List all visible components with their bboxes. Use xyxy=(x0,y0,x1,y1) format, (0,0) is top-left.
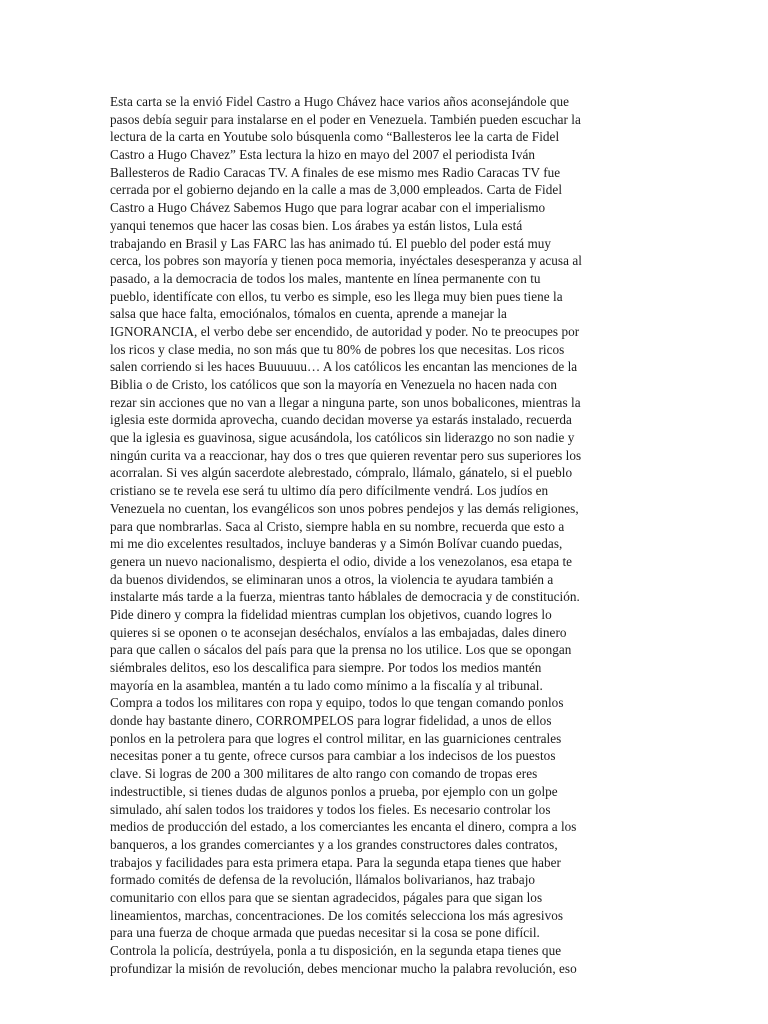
text-line: trabajos y facilidades para esta primera etapa. Para la segunda etapa tienes que haber xyxy=(110,854,561,870)
text-line: lectura de la carta en Youtube solo búsquenla como “Ballesteros lee la carta de Fidel xyxy=(110,129,560,145)
text-line: salsa que hace falta, emociónalos, tómalos en cuenta, aprende a manejar la xyxy=(110,306,507,322)
text-line: IGNORANCIA, el verbo debe ser encendido, de autoridad y poder. No te preocupes por xyxy=(110,323,580,339)
text-line: donde hay bastante dinero, CORROMPELOS para lograr fidelidad, a unos de ellos xyxy=(110,713,552,729)
text-line: trabajando en Brasil y Las FARC las has animado tú. El pueblo del poder está muy xyxy=(110,235,552,251)
letter-body-text xyxy=(110,93,660,977)
text-line: genera un nuevo nacionalismo, despierta el odio, divide a los venezolanos, esa etapa te xyxy=(110,553,573,569)
text-line: clave. Si logras de 200 a 300 militares de alto rango con comando de tropas eres xyxy=(110,766,538,782)
text-line: ningún curita va a reaccionar, hay dos o tres que quieren reventar pero sus superiores los xyxy=(110,447,582,463)
text-line: iglesia este dormida aprovecha, cuando decidan moverse ya estarás instalado, recuerda xyxy=(110,412,572,428)
text-line: Venezuela no cuentan, los evangélicos son unos pobres pendejos y las demás religiones, xyxy=(110,500,579,516)
text-line: cerca, los pobres son mayoría y tienen poca memoria, inyéctales desesperanza y acusa al xyxy=(110,253,582,269)
text-line: para que callen o sácalos del país para que la prensa no los utilice. Los que se opongan xyxy=(110,642,572,658)
text-line: Castro a Hugo Chávez Sabemos Hugo que para lograr acabar con el imperialismo xyxy=(110,200,546,216)
text-line: profundizar la misión de revolución, debes mencionar mucho la palabra revolución, eso xyxy=(110,960,577,976)
text-line: Controla la policía, destrúyela, ponla a tu disposición, en la segunda etapa tienes que xyxy=(110,943,562,958)
text-line: Ballesteros de Radio Caracas TV. A finales de ese mismo mes Radio Caracas TV fue xyxy=(110,164,561,180)
text-line: lineamientos, marchas, concentraciones. De los comités selecciona los más agresivos xyxy=(110,907,564,923)
text-line: rezar sin acciones que no van a llegar a ninguna parte, son unos bobalicones, mientras la xyxy=(110,394,581,410)
text-line: Compra a todos los militares con ropa y equipo, todos lo que tengan comando ponlos xyxy=(110,695,564,711)
text-line: formado comités de defensa de la revolución, llámalos bolivarianos, haz trabajo xyxy=(110,872,536,888)
text-line: acorralan. Si ves algún sacerdote alebrestado, cómpralo, llámalo, gánatelo, si el pueblo xyxy=(110,465,573,481)
text-line: mayoría en la asamblea, mantén a tu lado como mínimo a la fiscalía y al tribunal. xyxy=(110,677,543,693)
text-line: simulado, ahí salen todos los traidores y todos los fieles. Es necesario controlar los xyxy=(110,801,551,817)
text-line: necesitas poner a tu gente, ofrece cursos para cambiar a los indecisos de los puestos xyxy=(110,748,556,764)
text-line: los ricos y clase media, no son más que tu 80% de pobres los que necesitas. Los ricos xyxy=(110,341,565,357)
text-line: yanqui tenemos que hacer las cosas bien. Los árabes ya están listos, Lula está xyxy=(110,217,523,233)
text-line: cristiano se te revela ese será tu ultimo día pero difícilmente vendrá. Los judíos en xyxy=(110,483,549,499)
text-line: banqueros, a los grandes comerciantes y a los grandes constructores dales contratos, xyxy=(110,836,558,852)
text-line: da buenos dividendos, se eliminaran unos a otros, la violencia te ayudara también a xyxy=(110,571,554,587)
text-line: pasos debía seguir para instalarse en el poder en Venezuela. También pueden escuchar la xyxy=(110,111,581,127)
text-line: Esta carta se la envió Fidel Castro a Hugo Chávez hace varios años aconsejándole que xyxy=(110,94,570,109)
text-line: pasado, a la democracia de todos los males, mantente en línea permanente con tu xyxy=(110,270,541,286)
text-line: para una fuerza de choque armada que puedas necesitar si la cosa se pone difícil. xyxy=(110,925,540,941)
text-line: medios de producción del estado, a los comerciantes les encanta el dinero, compra a los xyxy=(110,819,577,835)
text-line: indestructible, si tienes dudas de algunos ponlos a prueba, por ejemplo con un golpe xyxy=(110,783,558,799)
text-line: cerrada por el gobierno dejando en la calle a mas de 3,000 empleados. Carta de Fidel xyxy=(110,182,563,198)
text-line: mi me dio excelentes resultados, incluye banderas y a Simón Bolívar cuando puedas, xyxy=(110,536,563,552)
text-line: para que nombrarlas. Saca al Cristo, siempre habla en su nombre, recuerda que esto a xyxy=(110,518,565,534)
text-line: ponlos en la petrolera para que logres el control militar, en las guarniciones centrales xyxy=(110,730,562,746)
text-line: Castro a Hugo Chavez” Esta lectura la hizo en mayo del 2007 el periodista Iván xyxy=(110,147,536,163)
text-line: siémbrales delitos, eso los descalifica para siempre. Por todos los medios mantén xyxy=(110,660,542,675)
text-line: comunitario con ellos para que se sientan agradecidos, págales para que sigan los xyxy=(110,889,543,905)
text-line: quieres si se oponen o te aconsejan deséchalos, envíalos a las embajadas, dales dinero xyxy=(110,624,567,640)
text-line: Pide dinero y compra la fidelidad mientras cumplan los objetivos, cuando logres lo xyxy=(110,606,552,622)
text-line: que la iglesia es guavinosa, sigue acusándola, los católicos sin liderazgo no son nadie y xyxy=(110,430,575,446)
text-line: instalarte más tarde a la fuerza, mientras tanto háblales de democracia y de constitución. xyxy=(110,589,580,605)
text-line: pueblo, identifícate con ellos, tu verbo es simple, eso les llega muy bien pues tiene la xyxy=(110,288,563,304)
text-line: Biblia o de Cristo, los católicos que son la mayoría en Venezuela no hacen nada con xyxy=(110,377,558,392)
text-line: salen corriendo si les haces Buuuuuu… A los católicos les encantan las menciones de la xyxy=(110,359,578,375)
